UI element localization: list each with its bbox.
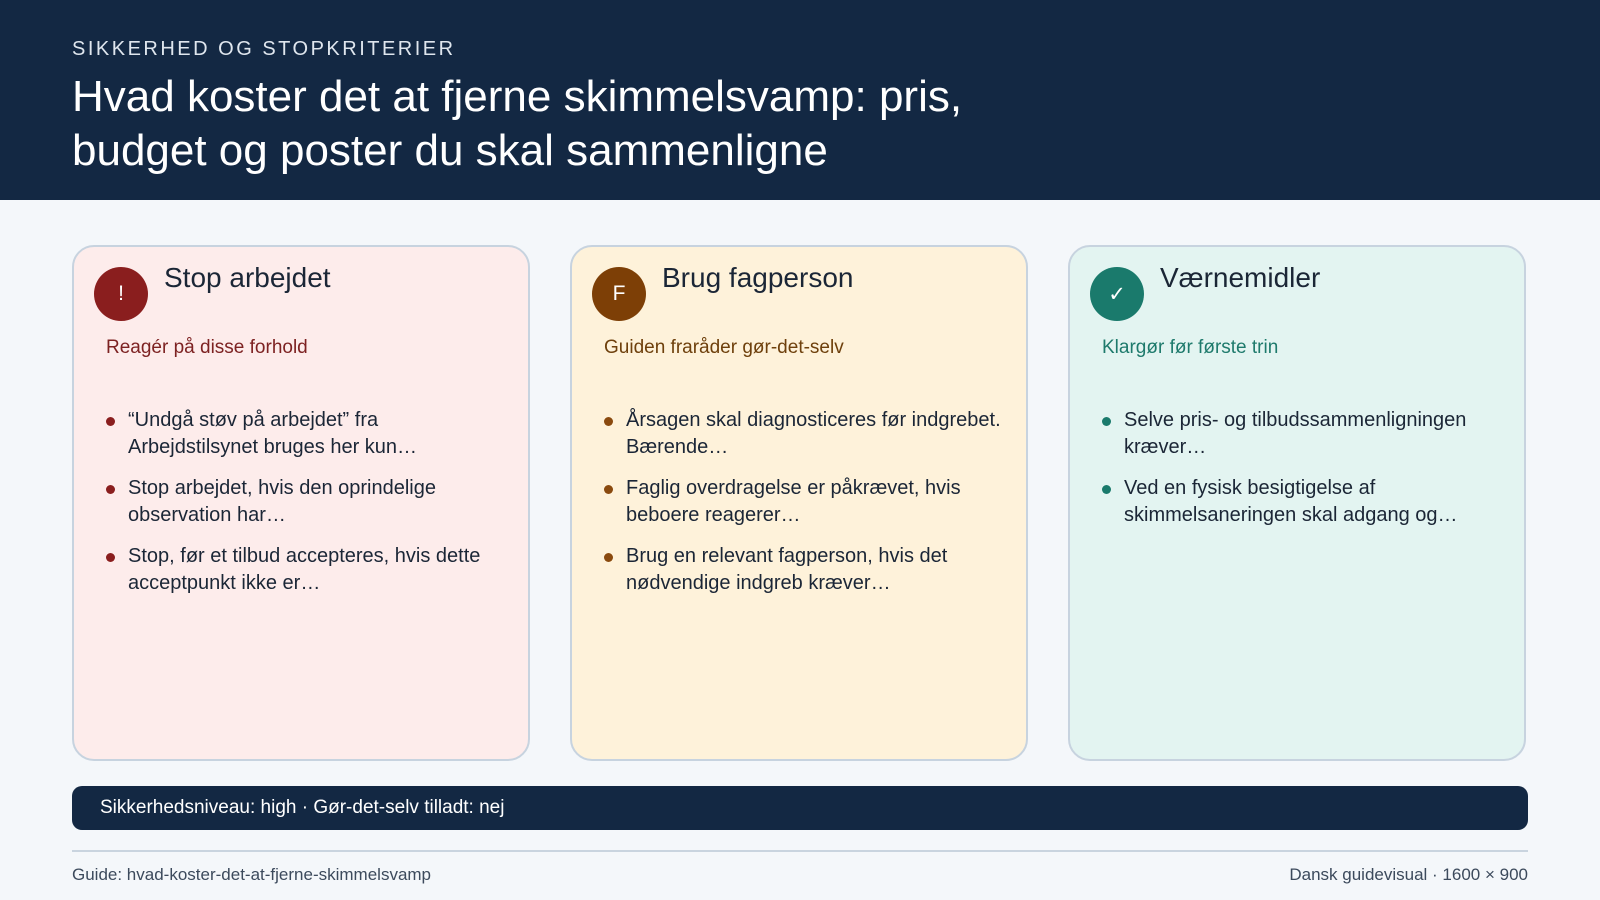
bullet-dot-icon (604, 553, 613, 562)
card-stop-arbejdet (72, 245, 530, 761)
status-bar (72, 786, 1528, 830)
professional-icon: F (592, 267, 646, 321)
list-item-text: Selve pris- og tilbudssammenligningen kræver… (1124, 409, 1467, 458)
card-vaernemidler (1068, 245, 1526, 761)
list-item (1102, 407, 1502, 461)
bullet-dot-icon (604, 417, 613, 426)
list-item-text: Faglig overdragelse er påkrævet, hvis beboere reagerer… (626, 477, 961, 526)
card-title: Brug fagperson (662, 262, 854, 293)
bullet-dot-icon (106, 485, 115, 494)
list-item-text: Ved en fysisk besigtigelse af skimmelsaneringen skal adgang og… (1124, 477, 1458, 526)
card-title: Værnemidler (1160, 262, 1321, 293)
list-item-text: Stop, før et tilbud accepteres, hvis dette acceptpunkt ikke er… (128, 545, 481, 594)
check-icon: ✓ (1090, 267, 1144, 321)
bullet-dot-icon (106, 417, 115, 426)
list-item-text: Årsagen skal diagnosticeres før indgrebet. Bærende… (626, 409, 1001, 458)
list-item-text: Brug en relevant fagperson, hvis det nødvendige indgreb kræver… (626, 545, 948, 594)
bullet-list (106, 407, 506, 611)
bullet-dot-icon (604, 485, 613, 494)
list-item-text: “Undgå støv på arbejdet” fra Arbejdstilsynet bruges her kun… (128, 409, 418, 458)
list-item-text: Stop arbejdet, hvis den oprindelige observation har… (128, 477, 436, 526)
list-item (604, 543, 1004, 597)
list-item (604, 407, 1004, 461)
list-item (1102, 475, 1502, 529)
footer-meta-label: Dansk guidevisual · 1600 × 900 (1289, 865, 1528, 884)
list-item (604, 475, 1004, 529)
page-title: Hvad koster det at fjerne skimmelsvamp: pris, budget og poster du skal sammenligne (72, 72, 963, 175)
list-item (106, 407, 506, 461)
header-banner (0, 0, 1600, 200)
footer-guide-label: Guide: hvad-koster-det-at-fjerne-skimmelsvamp (72, 865, 432, 884)
bullet-dot-icon (106, 553, 115, 562)
divider (72, 850, 1528, 852)
eyebrow-label: SIKKERHED OG STOPKRITERIER (72, 38, 456, 60)
status-text: Sikkerhedsniveau: high · Gør-det-selv tilladt: nej (100, 797, 505, 818)
list-item (106, 543, 506, 597)
card-title: Stop arbejdet (164, 262, 331, 293)
bullet-list (1102, 407, 1502, 543)
bullet-list (604, 407, 1004, 611)
list-item (106, 475, 506, 529)
bullet-dot-icon (1102, 485, 1111, 494)
card-subtitle: Reagér på disse forhold (106, 337, 308, 358)
alert-icon: ! (94, 267, 148, 321)
card-brug-fagperson (570, 245, 1028, 761)
card-subtitle: Klargør før første trin (1102, 337, 1279, 358)
card-subtitle: Guiden fraråder gør-det-selv (604, 337, 844, 358)
bullet-dot-icon (1102, 417, 1111, 426)
